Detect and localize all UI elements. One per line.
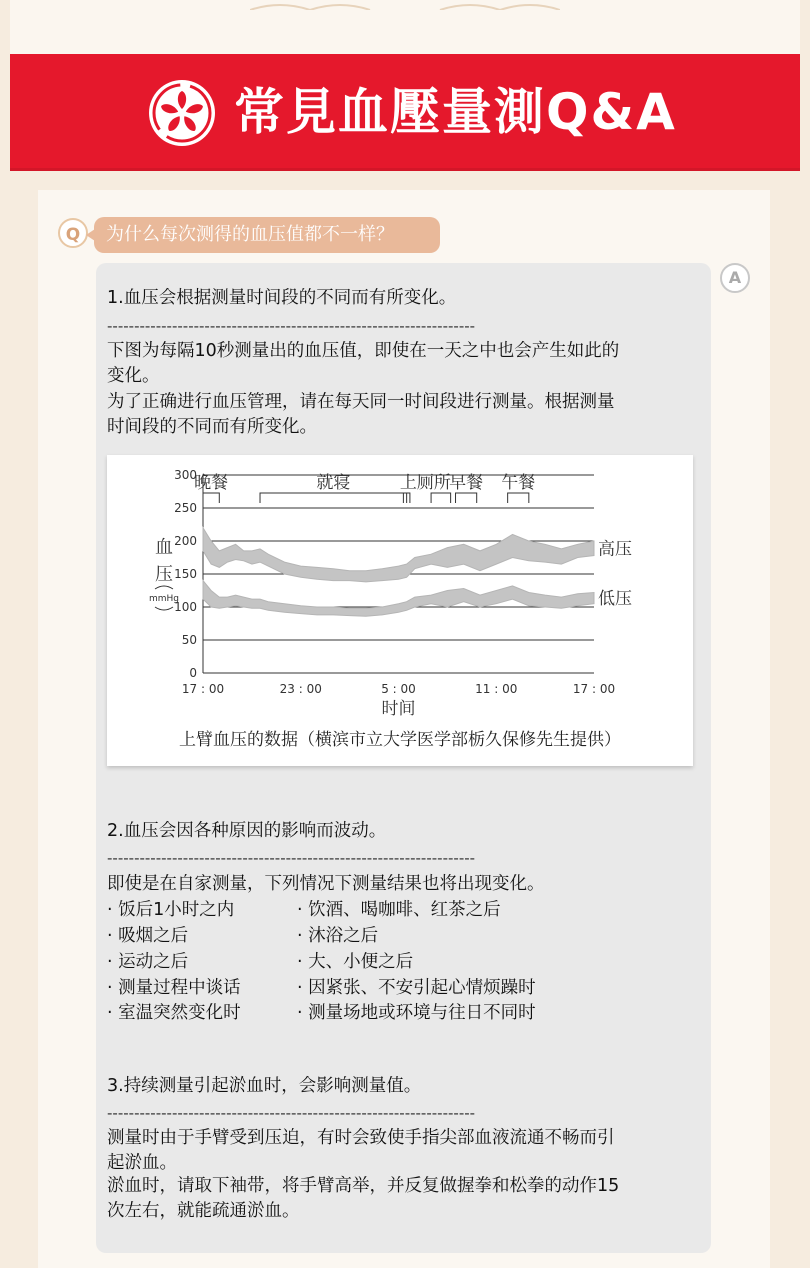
section-3-line: 测量时由于手臂受到压迫，有时会致使手指尖部血液流通不畅而引: [107, 1128, 615, 1148]
divider-3: --------------------------------------------------------------------: [107, 1105, 476, 1121]
y-tick-label: 250: [174, 501, 197, 515]
section-heading-2: 2.血压会因各种原因的影响而波动。: [107, 821, 387, 841]
cause-list-item: · 测量场地或环境与往日不同时: [297, 1003, 536, 1023]
y-unit-bracket-top: [155, 586, 173, 589]
event-label: 午餐: [501, 473, 536, 493]
section-1-line: 变化。: [107, 366, 160, 386]
section-1-line: 为了正确进行血压管理，请在每天同一时间段进行测量。根据测量: [107, 392, 615, 412]
section-3-line: 起淤血。: [107, 1153, 177, 1173]
cause-list-item: · 运动之后: [107, 952, 189, 972]
question-text: 为什么每次测得的血压值都不一样？: [94, 217, 440, 253]
cause-list-item: · 大、小便之后: [297, 952, 414, 972]
event-label: 晚餐: [194, 473, 229, 493]
cause-list-item: · 饭后1小时之内: [107, 900, 235, 920]
cause-list-item: · 室温突然变化时: [107, 1003, 241, 1023]
x-tick-label: 17 : 00: [572, 682, 616, 696]
y-tick-label: 150: [174, 567, 197, 581]
x-axis-label: 时间: [381, 699, 416, 719]
y-axis-unit: mmHg: [148, 594, 180, 604]
blood-pressure-chart: [107, 455, 693, 766]
section-heading-1: 1.血压会根据测量时间段的不同而有所变化。: [107, 288, 457, 308]
section-2-intro: 即使是在自家测量，下列情况下测量结果也将出现变化。: [107, 874, 545, 894]
answer-badge: A: [720, 263, 750, 293]
event-bracket: [456, 493, 477, 503]
section-heading-3: 3.持续测量引起淤血时，会影响测量值。: [107, 1076, 422, 1096]
diastolic-band: [203, 581, 594, 617]
y-axis-label: 血: [155, 537, 173, 558]
sakura-flower-icon: [147, 78, 217, 148]
event-label: 早餐: [449, 473, 484, 493]
y-unit-bracket-bottom: [155, 607, 173, 610]
question-badge: Q: [58, 218, 88, 248]
y-tick-label: 200: [174, 534, 197, 548]
divider-2: --------------------------------------------------------------------: [107, 850, 476, 866]
cause-list-item: · 沐浴之后: [297, 926, 379, 946]
event-label: 就寝: [316, 473, 351, 493]
blood-pressure-chart-card: [107, 455, 693, 766]
section-1-line: 下图为每隔10秒测量出的血压值，即使在一天之中也会产生如此的: [107, 341, 620, 361]
y-tick-label: 0: [189, 666, 197, 680]
section-1-line: 时间段的不同而有所变化。: [107, 417, 317, 437]
cause-list-item: · 吸烟之后: [107, 926, 189, 946]
y-tick-label: 50: [181, 633, 197, 647]
divider-1: --------------------------------------------------------------------: [107, 318, 476, 334]
series-label: 高压: [598, 539, 632, 560]
x-tick-label: 5 : 00: [381, 682, 416, 696]
event-bracket: [431, 493, 451, 503]
title-banner: [10, 54, 800, 171]
series-label: 低压: [598, 589, 632, 610]
chart-caption: 上臂血压的数据（横滨市立大学医学部栃久保修先生提供）: [179, 730, 621, 750]
event-bracket: [260, 493, 407, 503]
cause-list-item: · 测量过程中谈话: [107, 978, 241, 998]
x-tick-label: 11 : 00: [475, 682, 518, 696]
event-bracket: [203, 493, 219, 503]
x-tick-label: 17 : 00: [181, 682, 225, 696]
event-bracket: [508, 493, 529, 503]
section-3-line: 淤血时，请取下袖带，将手臂高举，并反复做握拳和松拳的动作15: [107, 1176, 620, 1196]
event-label: 上厕所: [399, 473, 451, 493]
x-tick-label: 23 : 00: [279, 682, 322, 696]
cause-list-item: · 饮酒、喝咖啡、红茶之后: [297, 900, 501, 920]
y-axis-label: 压: [155, 564, 173, 585]
y-tick-label: 100: [174, 600, 197, 614]
section-3-line: 次左右，就能疏通淤血。: [107, 1201, 300, 1221]
page-title: 常見血壓量測Q&A: [234, 83, 677, 141]
cause-list-item: · 因紧张、不安引起心情烦躁时: [297, 978, 536, 998]
top-wave-decoration: [250, 0, 560, 10]
y-tick-label: 300: [174, 468, 197, 482]
